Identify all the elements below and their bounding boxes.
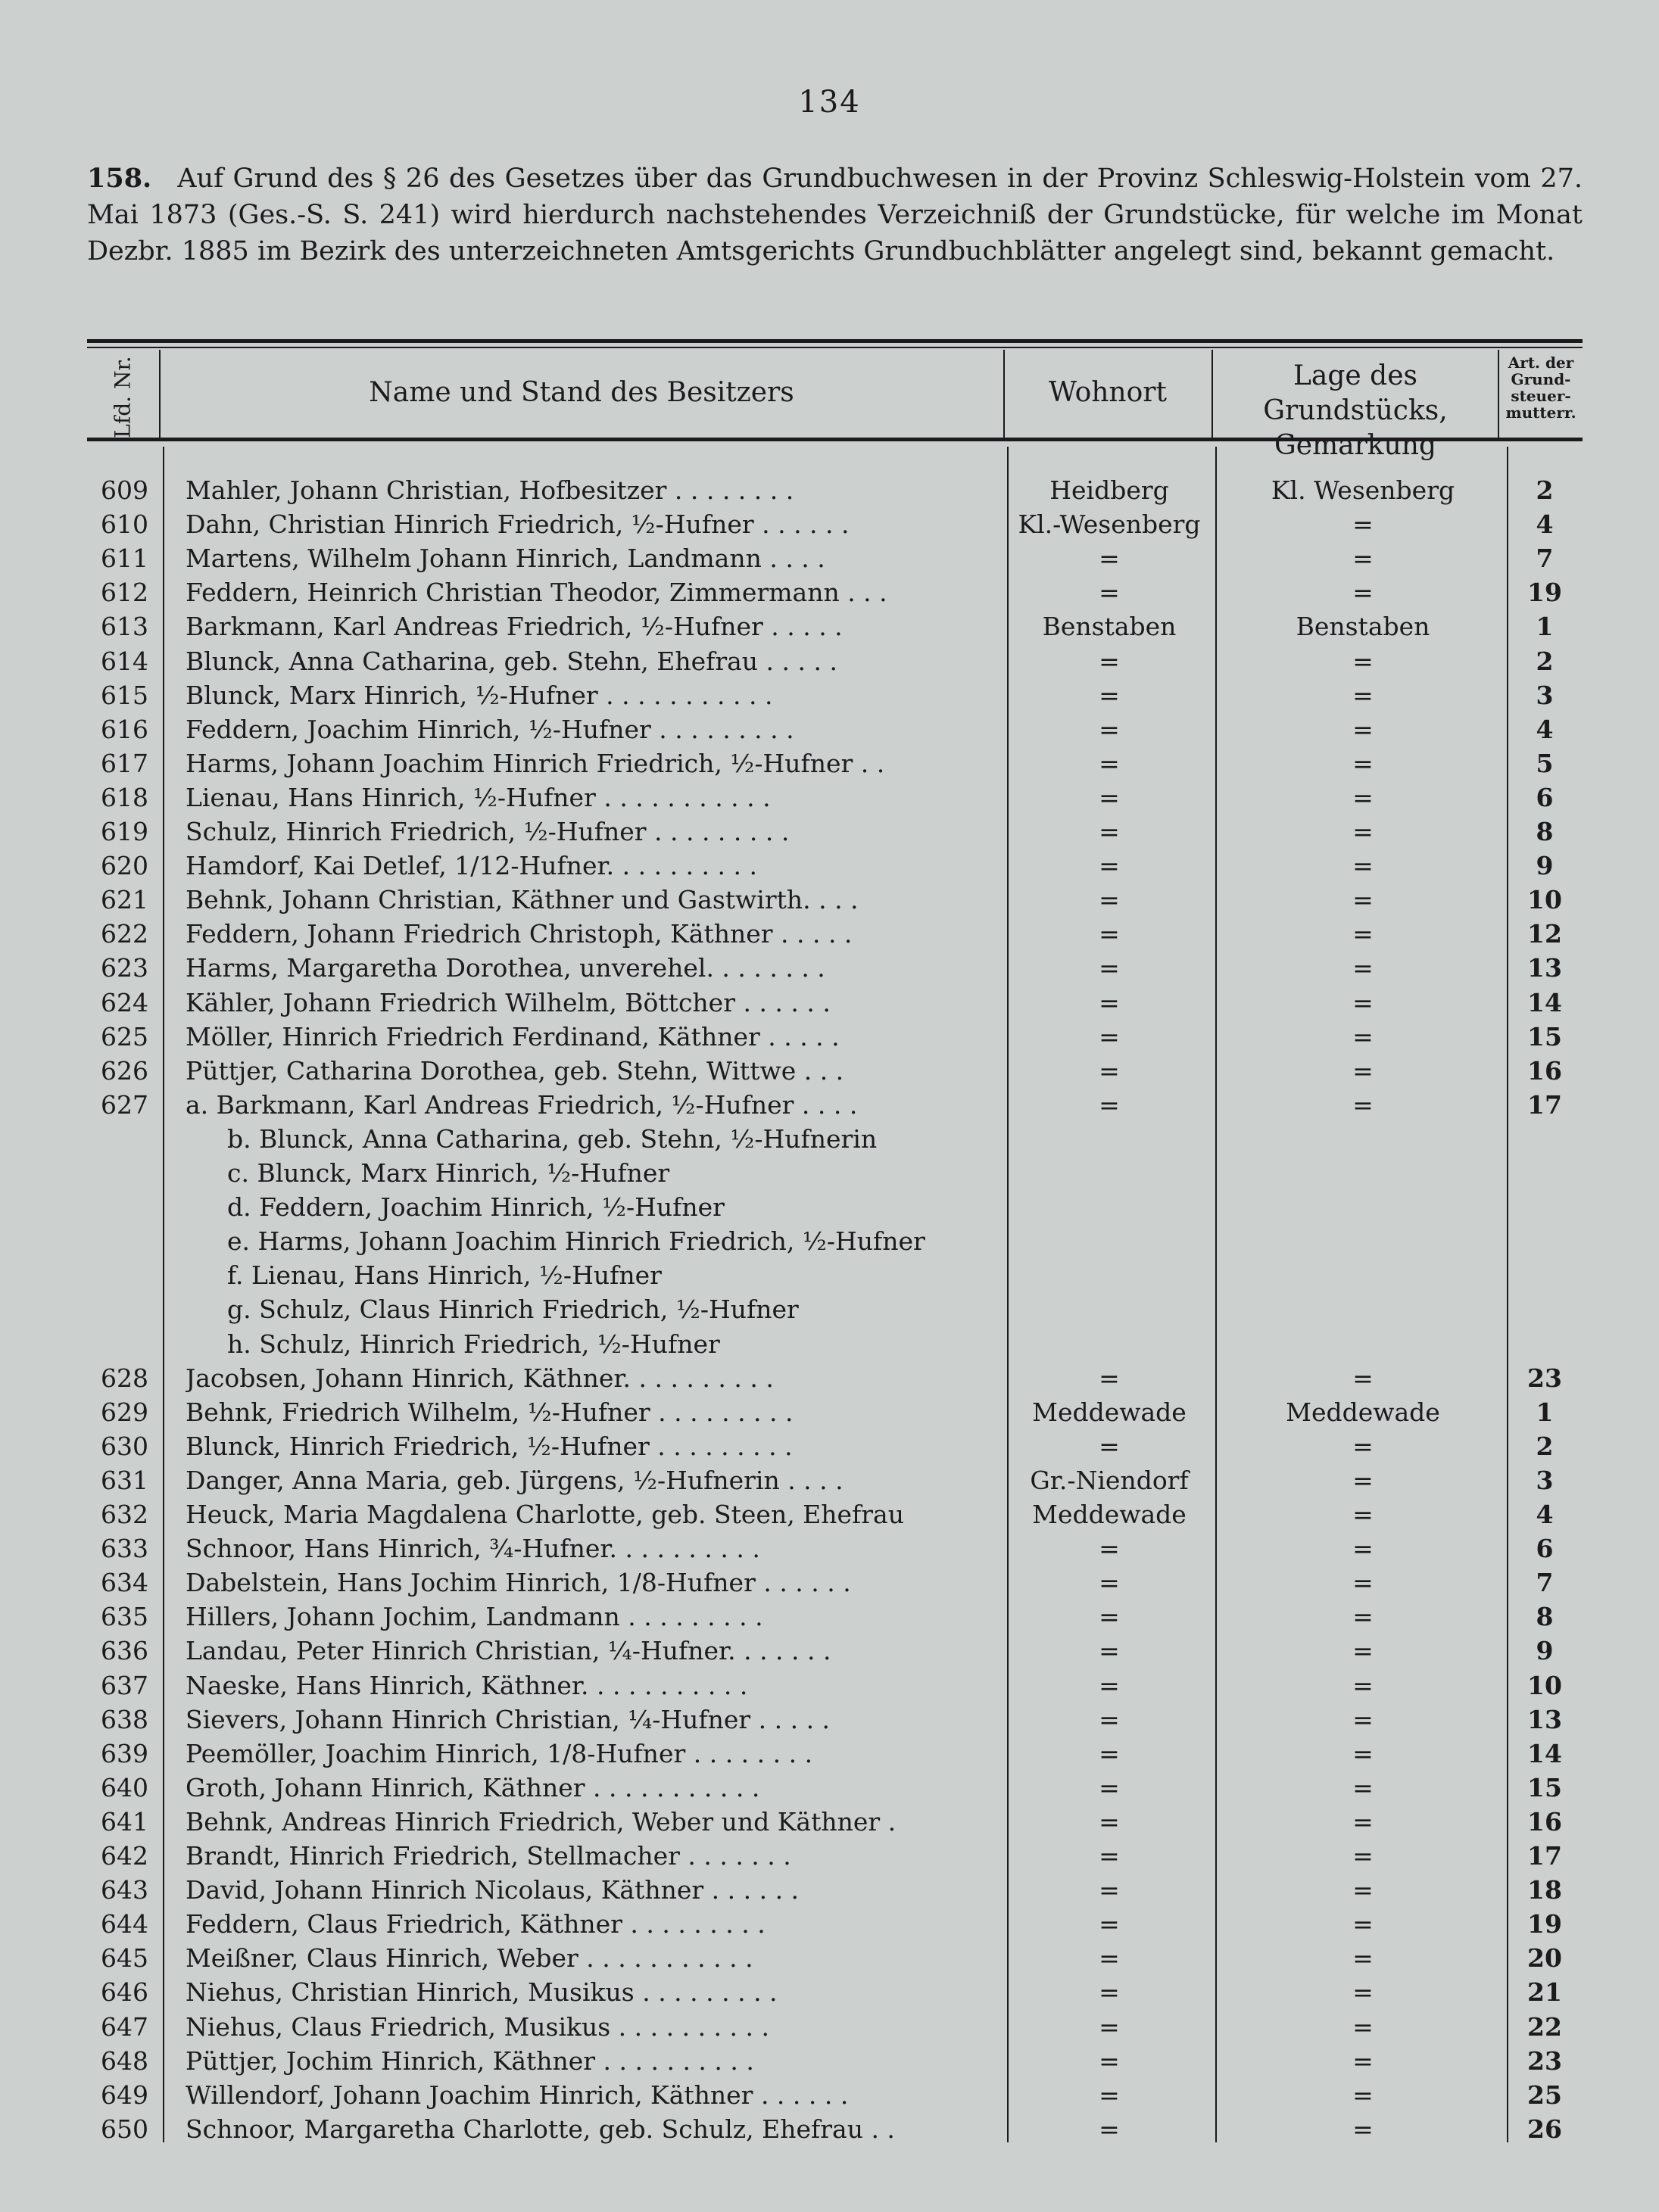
- row-number: 622: [101, 919, 148, 949]
- residence: =: [1099, 715, 1120, 744]
- table-row: [0, 681, 1659, 715]
- residence: =: [1099, 1875, 1120, 1905]
- owner-name: d. Feddern, Joachim Hinrich, ½-Hufner: [227, 1192, 725, 1222]
- row-number: 614: [101, 646, 148, 676]
- parcel-location: =: [1352, 1466, 1374, 1495]
- table-row: [0, 1397, 1659, 1432]
- residence: =: [1099, 1739, 1120, 1768]
- row-number: 636: [101, 1636, 148, 1665]
- residence: =: [1099, 681, 1120, 710]
- owner-name: Sievers, Johann Hinrich Christian, ¼-Hufner . . . . .: [186, 1705, 831, 1734]
- table-row: [0, 1739, 1659, 1773]
- header-art: Art. der Grund- steuer- mutterr.: [1505, 354, 1576, 422]
- tax-article: 9: [1536, 1636, 1554, 1665]
- tax-article: 1: [1536, 612, 1554, 641]
- table-row: [0, 749, 1659, 783]
- residence: =: [1099, 2046, 1120, 2076]
- parcel-location: =: [1352, 1432, 1374, 1461]
- row-number: 648: [101, 2046, 148, 2076]
- owner-name: b. Blunck, Anna Catharina, geb. Stehn, ½-Hufnerin: [227, 1124, 878, 1154]
- tax-article: 9: [1536, 851, 1554, 880]
- owner-name: Meißner, Claus Hinrich, Weber . . . . . . . . . . .: [186, 1943, 753, 1973]
- tax-article: 14: [1527, 1739, 1562, 1768]
- parcel-location: =: [1352, 1022, 1374, 1051]
- table-row: [0, 1671, 1659, 1705]
- table-row: [0, 783, 1659, 817]
- tax-article: 6: [1536, 1534, 1554, 1563]
- residence: =: [1099, 1841, 1120, 1871]
- owner-name: Behnk, Johann Christian, Käthner und Gastwirth. . . .: [186, 885, 859, 914]
- owner-name: Blunck, Marx Hinrich, ½-Hufner . . . . . . . . . . .: [186, 681, 773, 710]
- residence: =: [1099, 2114, 1120, 2144]
- table-row: [0, 1124, 1659, 1158]
- header-wohnort: Wohnort: [1049, 377, 1167, 408]
- row-number: 635: [101, 1602, 148, 1631]
- residence: =: [1099, 1534, 1120, 1563]
- tax-article: 18: [1527, 1875, 1562, 1905]
- tax-article: 19: [1527, 578, 1562, 607]
- owner-name: Lienau, Hans Hinrich, ½-Hufner . . . . . . . . . . .: [186, 783, 771, 812]
- parcel-location: =: [1352, 1671, 1374, 1700]
- parcel-location: =: [1352, 783, 1374, 812]
- residence: =: [1099, 1705, 1120, 1734]
- row-number: 610: [101, 509, 148, 539]
- parcel-location: =: [1352, 1841, 1374, 1871]
- residence: =: [1099, 646, 1120, 676]
- notice-number: 158.: [87, 163, 152, 194]
- table-row: [0, 544, 1659, 578]
- residence: Meddewade: [1032, 1397, 1187, 1427]
- row-number: 616: [101, 715, 148, 744]
- parcel-location: =: [1352, 885, 1374, 914]
- parcel-location: Meddewade: [1286, 1397, 1440, 1427]
- owner-name: Heuck, Maria Magdalena Charlotte, geb. Steen, Ehefrau: [186, 1500, 904, 1529]
- residence: =: [1099, 919, 1120, 949]
- row-number: 647: [101, 2012, 148, 2042]
- tax-article: 16: [1527, 1056, 1562, 1086]
- owner-name: Peemöller, Joachim Hinrich, 1/8-Hufner . . . . . . . .: [186, 1739, 813, 1768]
- tax-article: 26: [1527, 2114, 1562, 2144]
- table-row: [0, 1909, 1659, 1943]
- owner-name: Feddern, Joachim Hinrich, ½-Hufner . . . . . . . . .: [186, 715, 794, 744]
- tax-article: 3: [1536, 1466, 1554, 1495]
- owner-name: Jacobsen, Johann Hinrich, Käthner. . . . . . . . . .: [186, 1363, 774, 1393]
- residence: =: [1099, 1636, 1120, 1665]
- tax-article: 4: [1536, 715, 1554, 744]
- row-number: 628: [101, 1363, 148, 1393]
- tax-article: 19: [1527, 1909, 1562, 1939]
- row-number: 624: [101, 988, 148, 1017]
- tax-article: 25: [1527, 2080, 1562, 2110]
- parcel-location: =: [1352, 2012, 1374, 2042]
- owner-name: e. Harms, Johann Joachim Hinrich Friedrich, ½-Hufner: [227, 1226, 925, 1256]
- tax-article: 22: [1527, 2012, 1562, 2042]
- parcel-location: =: [1352, 681, 1374, 710]
- parcel-location: =: [1352, 646, 1374, 676]
- table-row: [0, 1705, 1659, 1739]
- row-number: 619: [101, 817, 148, 846]
- residence: =: [1099, 544, 1120, 573]
- table-row: [0, 1158, 1659, 1192]
- row-number: 644: [101, 1909, 148, 1939]
- residence: =: [1099, 1568, 1120, 1597]
- tax-article: 8: [1536, 1602, 1554, 1631]
- owner-name: Feddern, Claus Friedrich, Käthner . . . . . . . . .: [186, 1909, 766, 1939]
- tax-article: 8: [1536, 817, 1554, 846]
- tax-article: 23: [1527, 1363, 1562, 1393]
- parcel-location: =: [1352, 953, 1374, 983]
- tax-article: 7: [1536, 1568, 1554, 1597]
- table-row: [0, 2114, 1659, 2148]
- table-row: [0, 1192, 1659, 1226]
- owner-name: Hamdorf, Kai Detlef, 1/12-Hufner. . . . . . . . . .: [186, 851, 757, 880]
- table-row: [0, 578, 1659, 612]
- table-top-rule-thin: [87, 347, 1583, 348]
- residence: =: [1099, 988, 1120, 1017]
- residence: =: [1099, 2012, 1120, 2042]
- parcel-location: =: [1352, 1602, 1374, 1631]
- row-number: 642: [101, 1841, 148, 1871]
- residence: =: [1099, 749, 1120, 778]
- table-row: [0, 715, 1659, 749]
- table-row: [0, 988, 1659, 1022]
- residence: =: [1099, 851, 1120, 880]
- residence: Gr.-Niendorf: [1030, 1466, 1189, 1495]
- table-row: [0, 953, 1659, 987]
- table-row: [0, 1022, 1659, 1056]
- tax-article: 17: [1527, 1090, 1562, 1120]
- residence: =: [1099, 578, 1120, 607]
- tax-article: 16: [1527, 1807, 1562, 1837]
- owner-name: Barkmann, Karl Andreas Friedrich, ½-Hufner . . . . .: [186, 612, 843, 641]
- tax-article: 14: [1527, 988, 1562, 1017]
- owner-name: g. Schulz, Claus Hinrich Friedrich, ½-Hufner: [227, 1294, 799, 1324]
- owner-name: Feddern, Heinrich Christian Theodor, Zimmermann . . .: [186, 578, 887, 607]
- owner-name: Danger, Anna Maria, geb. Jürgens, ½-Hufnerin . . . .: [186, 1466, 844, 1495]
- tax-article: 2: [1536, 475, 1554, 505]
- header-lage: Lage des Grundstücks, Gemarkung: [1263, 360, 1448, 461]
- owner-name: Landau, Peter Hinrich Christian, ¼-Hufner. . . . . . .: [186, 1636, 831, 1665]
- row-number: 637: [101, 1671, 148, 1700]
- tax-article: 13: [1527, 1705, 1562, 1734]
- residence: =: [1099, 817, 1120, 846]
- owner-name: Behnk, Friedrich Wilhelm, ½-Hufner . . . . . . . . .: [186, 1397, 794, 1427]
- owner-name: Püttjer, Catharina Dorothea, geb. Stehn, Wittwe . . .: [186, 1056, 844, 1086]
- table-row: [0, 1977, 1659, 2011]
- row-number: 631: [101, 1466, 148, 1495]
- table-row: [0, 1568, 1659, 1602]
- table-row: [0, 1636, 1659, 1670]
- intro-paragraph: [87, 160, 1583, 269]
- parcel-location: =: [1352, 2046, 1374, 2076]
- row-number: 626: [101, 1056, 148, 1086]
- table-row: [0, 885, 1659, 919]
- parcel-location: =: [1352, 715, 1374, 744]
- parcel-location: Kl. Wesenberg: [1271, 475, 1455, 505]
- owner-name: f. Lienau, Hans Hinrich, ½-Hufner: [227, 1260, 662, 1290]
- parcel-location: =: [1352, 1090, 1374, 1120]
- page-number: 134: [798, 85, 861, 120]
- table-row: [0, 1056, 1659, 1090]
- owner-name: Kähler, Johann Friedrich Wilhelm, Böttcher . . . . . .: [186, 988, 831, 1017]
- parcel-location: =: [1352, 1977, 1374, 2007]
- row-number: 613: [101, 612, 148, 641]
- row-number: 629: [101, 1397, 148, 1427]
- table-row: [0, 1363, 1659, 1397]
- row-number: 609: [101, 475, 148, 505]
- owner-name: Naeske, Hans Hinrich, Käthner. . . . . . . . . . .: [186, 1671, 748, 1700]
- parcel-location: =: [1352, 919, 1374, 949]
- owner-name: Harms, Margaretha Dorothea, unverehel. . . . . . . .: [186, 953, 825, 983]
- residence: =: [1099, 885, 1120, 914]
- parcel-location: =: [1352, 1636, 1374, 1665]
- owner-name: David, Johann Hinrich Nicolaus, Käthner . . . . . .: [186, 1875, 800, 1905]
- parcel-location: =: [1352, 1773, 1374, 1802]
- table-row: [0, 1875, 1659, 1909]
- row-number: 623: [101, 953, 148, 983]
- parcel-location: =: [1352, 851, 1374, 880]
- tax-article: 10: [1527, 885, 1562, 914]
- residence: Benstaben: [1042, 612, 1177, 641]
- row-number: 615: [101, 681, 148, 710]
- row-number: 650: [101, 2114, 148, 2144]
- table-row: [0, 1534, 1659, 1568]
- parcel-location: =: [1352, 1807, 1374, 1837]
- row-number: 634: [101, 1568, 148, 1597]
- row-number: 632: [101, 1500, 148, 1529]
- tax-article: 2: [1536, 646, 1554, 676]
- residence: =: [1099, 1432, 1120, 1461]
- owner-name: Mahler, Johann Christian, Hofbesitzer . . . . . . . .: [186, 475, 794, 505]
- owner-name: Behnk, Andreas Hinrich Friedrich, Weber und Käthner .: [186, 1807, 897, 1837]
- residence: =: [1099, 1807, 1120, 1837]
- row-number: 625: [101, 1022, 148, 1051]
- parcel-location: =: [1352, 1056, 1374, 1086]
- header-nr: Lfd. Nr.: [111, 355, 136, 438]
- residence: =: [1099, 1363, 1120, 1393]
- owner-name: a. Barkmann, Karl Andreas Friedrich, ½-Hufner . . . .: [186, 1090, 858, 1120]
- table-row: [0, 1943, 1659, 1977]
- tax-article: 3: [1536, 681, 1554, 710]
- parcel-location: =: [1352, 988, 1374, 1017]
- row-number: 639: [101, 1739, 148, 1768]
- parcel-location: =: [1352, 1705, 1374, 1734]
- parcel-location: =: [1352, 817, 1374, 846]
- owner-name: Schulz, Hinrich Friedrich, ½-Hufner . . . . . . . . .: [186, 817, 790, 846]
- table-row: [0, 1226, 1659, 1260]
- residence: =: [1099, 783, 1120, 812]
- tax-article: 21: [1527, 1977, 1562, 2007]
- row-number: 645: [101, 1943, 148, 1973]
- tax-article: 4: [1536, 509, 1554, 539]
- tax-article: 15: [1527, 1773, 1562, 1802]
- row-number: 641: [101, 1807, 148, 1837]
- tax-article: 23: [1527, 2046, 1562, 2076]
- parcel-location: =: [1352, 2080, 1374, 2110]
- tax-article: 6: [1536, 783, 1554, 812]
- row-number: 618: [101, 783, 148, 812]
- tax-article: 5: [1536, 749, 1554, 778]
- row-number: 633: [101, 1534, 148, 1563]
- header-name: Name und Stand des Besitzers: [369, 377, 794, 408]
- row-number: 630: [101, 1432, 148, 1461]
- parcel-location: =: [1352, 749, 1374, 778]
- parcel-location: =: [1352, 544, 1374, 573]
- residence: =: [1099, 1022, 1120, 1051]
- owner-name: Niehus, Claus Friedrich, Musikus . . . . . . . . . .: [186, 2012, 769, 2042]
- residence: =: [1099, 1602, 1120, 1631]
- tax-article: 12: [1527, 919, 1562, 949]
- table-row: [0, 1773, 1659, 1807]
- parcel-location: =: [1352, 2114, 1374, 2144]
- row-number: 638: [101, 1705, 148, 1734]
- owner-name: Groth, Johann Hinrich, Käthner . . . . . . . . . . .: [186, 1773, 760, 1802]
- row-number: 649: [101, 2080, 148, 2110]
- tax-article: 20: [1527, 1943, 1562, 1973]
- residence: =: [1099, 1909, 1120, 1939]
- table-row: [0, 2046, 1659, 2080]
- owner-name: Blunck, Anna Catharina, geb. Stehn, Ehefrau . . . . .: [186, 646, 837, 676]
- row-number: 643: [101, 1875, 148, 1905]
- table-row: [0, 817, 1659, 851]
- residence: Kl.-Wesenberg: [1018, 509, 1201, 539]
- residence: Meddewade: [1032, 1500, 1187, 1529]
- parcel-location: =: [1352, 1739, 1374, 1768]
- tax-article: 17: [1527, 1841, 1562, 1871]
- table-row: [0, 2080, 1659, 2114]
- parcel-location: =: [1352, 1363, 1374, 1393]
- owner-name: Dabelstein, Hans Jochim Hinrich, 1/8-Hufner . . . . . .: [186, 1568, 851, 1597]
- residence: =: [1099, 1977, 1120, 2007]
- residence: Heidberg: [1049, 475, 1169, 505]
- owner-name: Blunck, Hinrich Friedrich, ½-Hufner . . . . . . . . .: [186, 1432, 793, 1461]
- table-row: [0, 1466, 1659, 1500]
- table-top-rule: [87, 339, 1583, 343]
- row-number: 611: [101, 544, 148, 573]
- owner-name: Martens, Wilhelm Johann Hinrich, Landmann . . . .: [186, 544, 825, 573]
- parcel-location: =: [1352, 1568, 1374, 1597]
- residence: =: [1099, 1773, 1120, 1802]
- tax-article: 7: [1536, 544, 1554, 573]
- parcel-location: Benstaben: [1296, 612, 1430, 641]
- tax-article: 10: [1527, 1671, 1562, 1700]
- owner-name: Feddern, Johann Friedrich Christoph, Käthner . . . . .: [186, 919, 853, 949]
- intro-text: Auf Grund des § 26 des Gesetzes über das Grundbuchwesen in der Provinz Schleswig-Holstein vom 27. Mai 1873 (Ges.-S. S. 241) wird hierdurch nachstehendes Verzeichniß der Grundstücke, für welche im Monat Dezbr. 1885 im Bezirk des unterzeichneten Amtsgerichts Grundbuchblätter angelegt sind, bekannt gemacht.: [87, 164, 1583, 266]
- table-row: [0, 1602, 1659, 1636]
- row-number: 640: [101, 1773, 148, 1802]
- tax-article: 4: [1536, 1500, 1554, 1529]
- residence: =: [1099, 1056, 1120, 1086]
- table-row: [0, 1329, 1659, 1363]
- table-row: [0, 1260, 1659, 1294]
- table-row: [0, 509, 1659, 544]
- owner-name: Püttjer, Jochim Hinrich, Käthner . . . . . . . . . .: [186, 2046, 754, 2076]
- owner-name: Dahn, Christian Hinrich Friedrich, ½-Hufner . . . . . .: [186, 509, 850, 539]
- residence: =: [1099, 1943, 1120, 1973]
- residence: =: [1099, 953, 1120, 983]
- parcel-location: =: [1352, 1909, 1374, 1939]
- parcel-location: =: [1352, 1500, 1374, 1529]
- owner-name: h. Schulz, Hinrich Friedrich, ½-Hufner: [227, 1329, 720, 1359]
- owner-name: Harms, Johann Joachim Hinrich Friedrich, ½-Hufner . .: [186, 749, 885, 778]
- table-row: [0, 2012, 1659, 2046]
- owner-name: Niehus, Christian Hinrich, Musikus . . . . . . . . .: [186, 1977, 778, 2007]
- residence: =: [1099, 2080, 1120, 2110]
- owner-name: c. Blunck, Marx Hinrich, ½-Hufner: [227, 1158, 670, 1188]
- owner-name: Schnoor, Hans Hinrich, ¾-Hufner. . . . . . . . . .: [186, 1534, 760, 1563]
- owner-name: Willendorf, Johann Joachim Hinrich, Käthner . . . . . .: [186, 2080, 849, 2110]
- tax-article: 2: [1536, 1432, 1554, 1461]
- parcel-location: =: [1352, 1534, 1374, 1563]
- table-row: [0, 475, 1659, 509]
- table-row: [0, 851, 1659, 885]
- parcel-location: =: [1352, 1943, 1374, 1973]
- table-row: [0, 1294, 1659, 1329]
- residence: =: [1099, 1671, 1120, 1700]
- row-number: 646: [101, 1977, 148, 2007]
- residence: =: [1099, 1090, 1120, 1120]
- table-row: [0, 1432, 1659, 1466]
- table-row: [0, 612, 1659, 646]
- owner-name: Hillers, Johann Jochim, Landmann . . . . . . . . .: [186, 1602, 763, 1631]
- table-row: [0, 1500, 1659, 1534]
- owner-name: Möller, Hinrich Friedrich Ferdinand, Käthner . . . . .: [186, 1022, 840, 1051]
- owner-name: Schnoor, Margaretha Charlotte, geb. Schulz, Ehefrau . .: [186, 2114, 895, 2144]
- row-number: 621: [101, 885, 148, 914]
- tax-article: 1: [1536, 1397, 1554, 1427]
- row-number: 627: [101, 1090, 148, 1120]
- tax-article: 13: [1527, 953, 1562, 983]
- tax-article: 15: [1527, 1022, 1562, 1051]
- table-row: [0, 1090, 1659, 1124]
- parcel-location: =: [1352, 509, 1374, 539]
- owner-name: Brandt, Hinrich Friedrich, Stellmacher . . . . . . .: [186, 1841, 791, 1871]
- row-number: 617: [101, 749, 148, 778]
- table-row: [0, 646, 1659, 681]
- parcel-location: =: [1352, 1875, 1374, 1905]
- table-row: [0, 1841, 1659, 1875]
- row-number: 620: [101, 851, 148, 880]
- parcel-location: =: [1352, 578, 1374, 607]
- table-row: [0, 919, 1659, 953]
- row-number: 612: [101, 578, 148, 607]
- table-row: [0, 1807, 1659, 1841]
